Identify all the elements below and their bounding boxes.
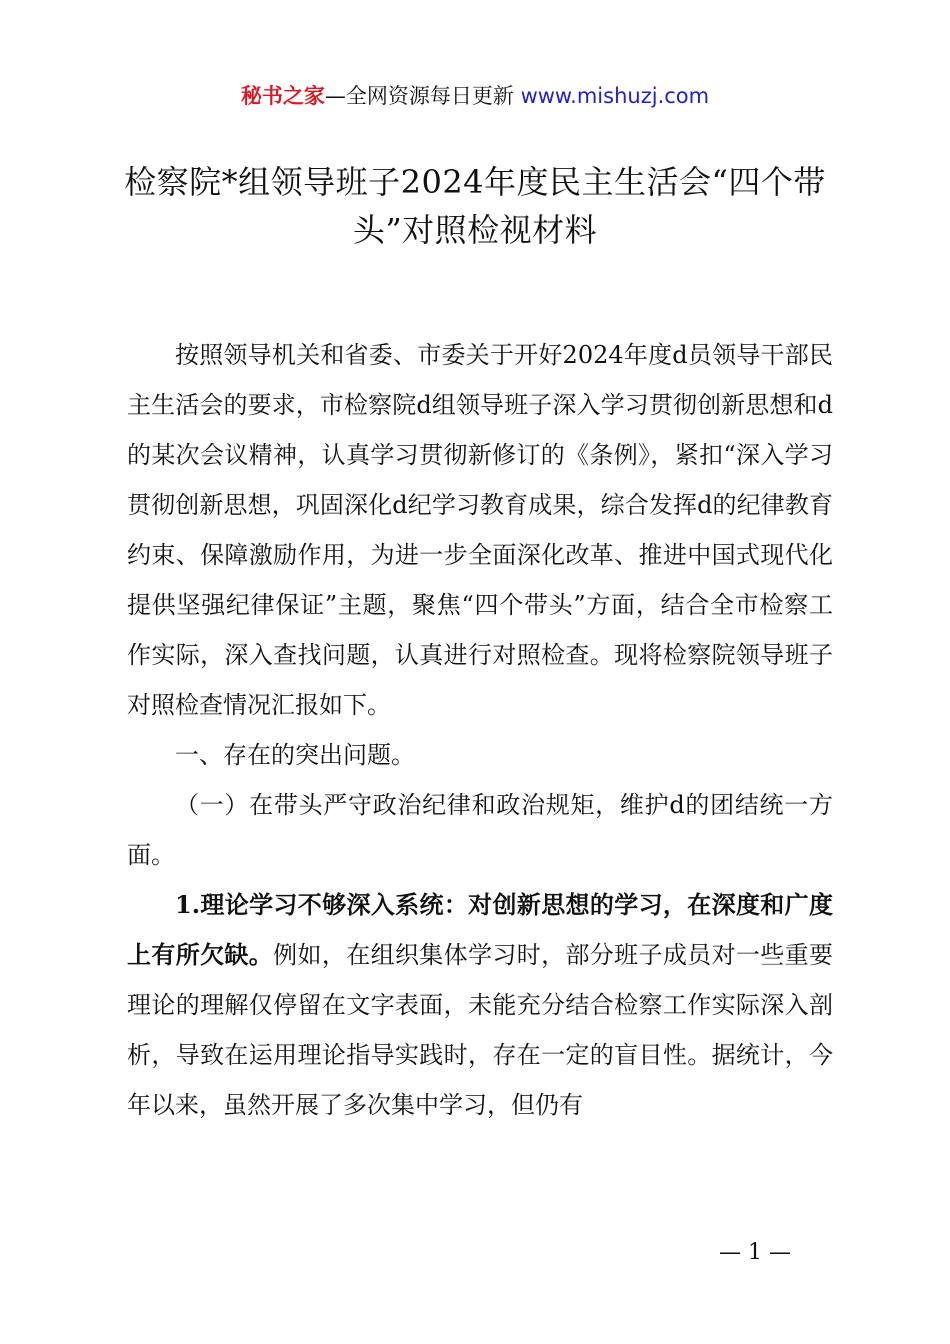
subsection-heading-political-discipline: （一）在带头严守政治纪律和政治规矩，维护d的团结统一方面。 xyxy=(127,791,833,869)
intro-paragraph: 按照领导机关和省委、市委关于开好2024年度d员领导干部民主生活会的要求，市检察院d组领导班子深入学习贯彻创新思想和d的某次会议精神，认真学习贯彻新修订的《条例》，紧扣“深入学习贯彻创新思想，巩固深化d纪学习教育成果，综合发挥d的纪律教育约束、保障激励作用，为进一步全面深化改革、推进中国式现代化提供坚强纪律保证”主题，聚焦“四个带头”方面，结合全市检察工作实际，深入查找问题，认真进行对照检查。现将检察院领导班子对照检查情况汇报如下。 xyxy=(127,341,833,719)
site-tagline: —全网资源每日更新 xyxy=(324,84,514,108)
point-lead-text: 1.理论学习不够深入系统：对创新思想的学习，在深度和广度上有所欠缺。 xyxy=(127,890,833,969)
page-number: — 1 — xyxy=(719,1240,791,1265)
document-title: 检察院*组领导班子2024年度民主生活会“四个带头”对照检视材料 xyxy=(124,163,826,249)
site-banner xyxy=(0,80,950,112)
site-url-link[interactable]: www.mishuzj.com xyxy=(513,84,710,108)
point-body-text: 例如，在组织集体学习时，部分班子成员对一些重要理论的理解仅停留在文字表面，未能充分结合检察工作实际深入剖析，导致在运用理论指导实践时，存在一定的盲目性。据统计，今年以来，虽然开展了多次集中学习，但仍有 xyxy=(127,941,834,1119)
section-heading-problems: 一、存在的突出问题。 xyxy=(175,741,415,769)
point-paragraph-theory-study xyxy=(127,880,833,1130)
site-brand-name: 秘书之家 xyxy=(240,84,325,108)
document-body xyxy=(127,330,833,1130)
